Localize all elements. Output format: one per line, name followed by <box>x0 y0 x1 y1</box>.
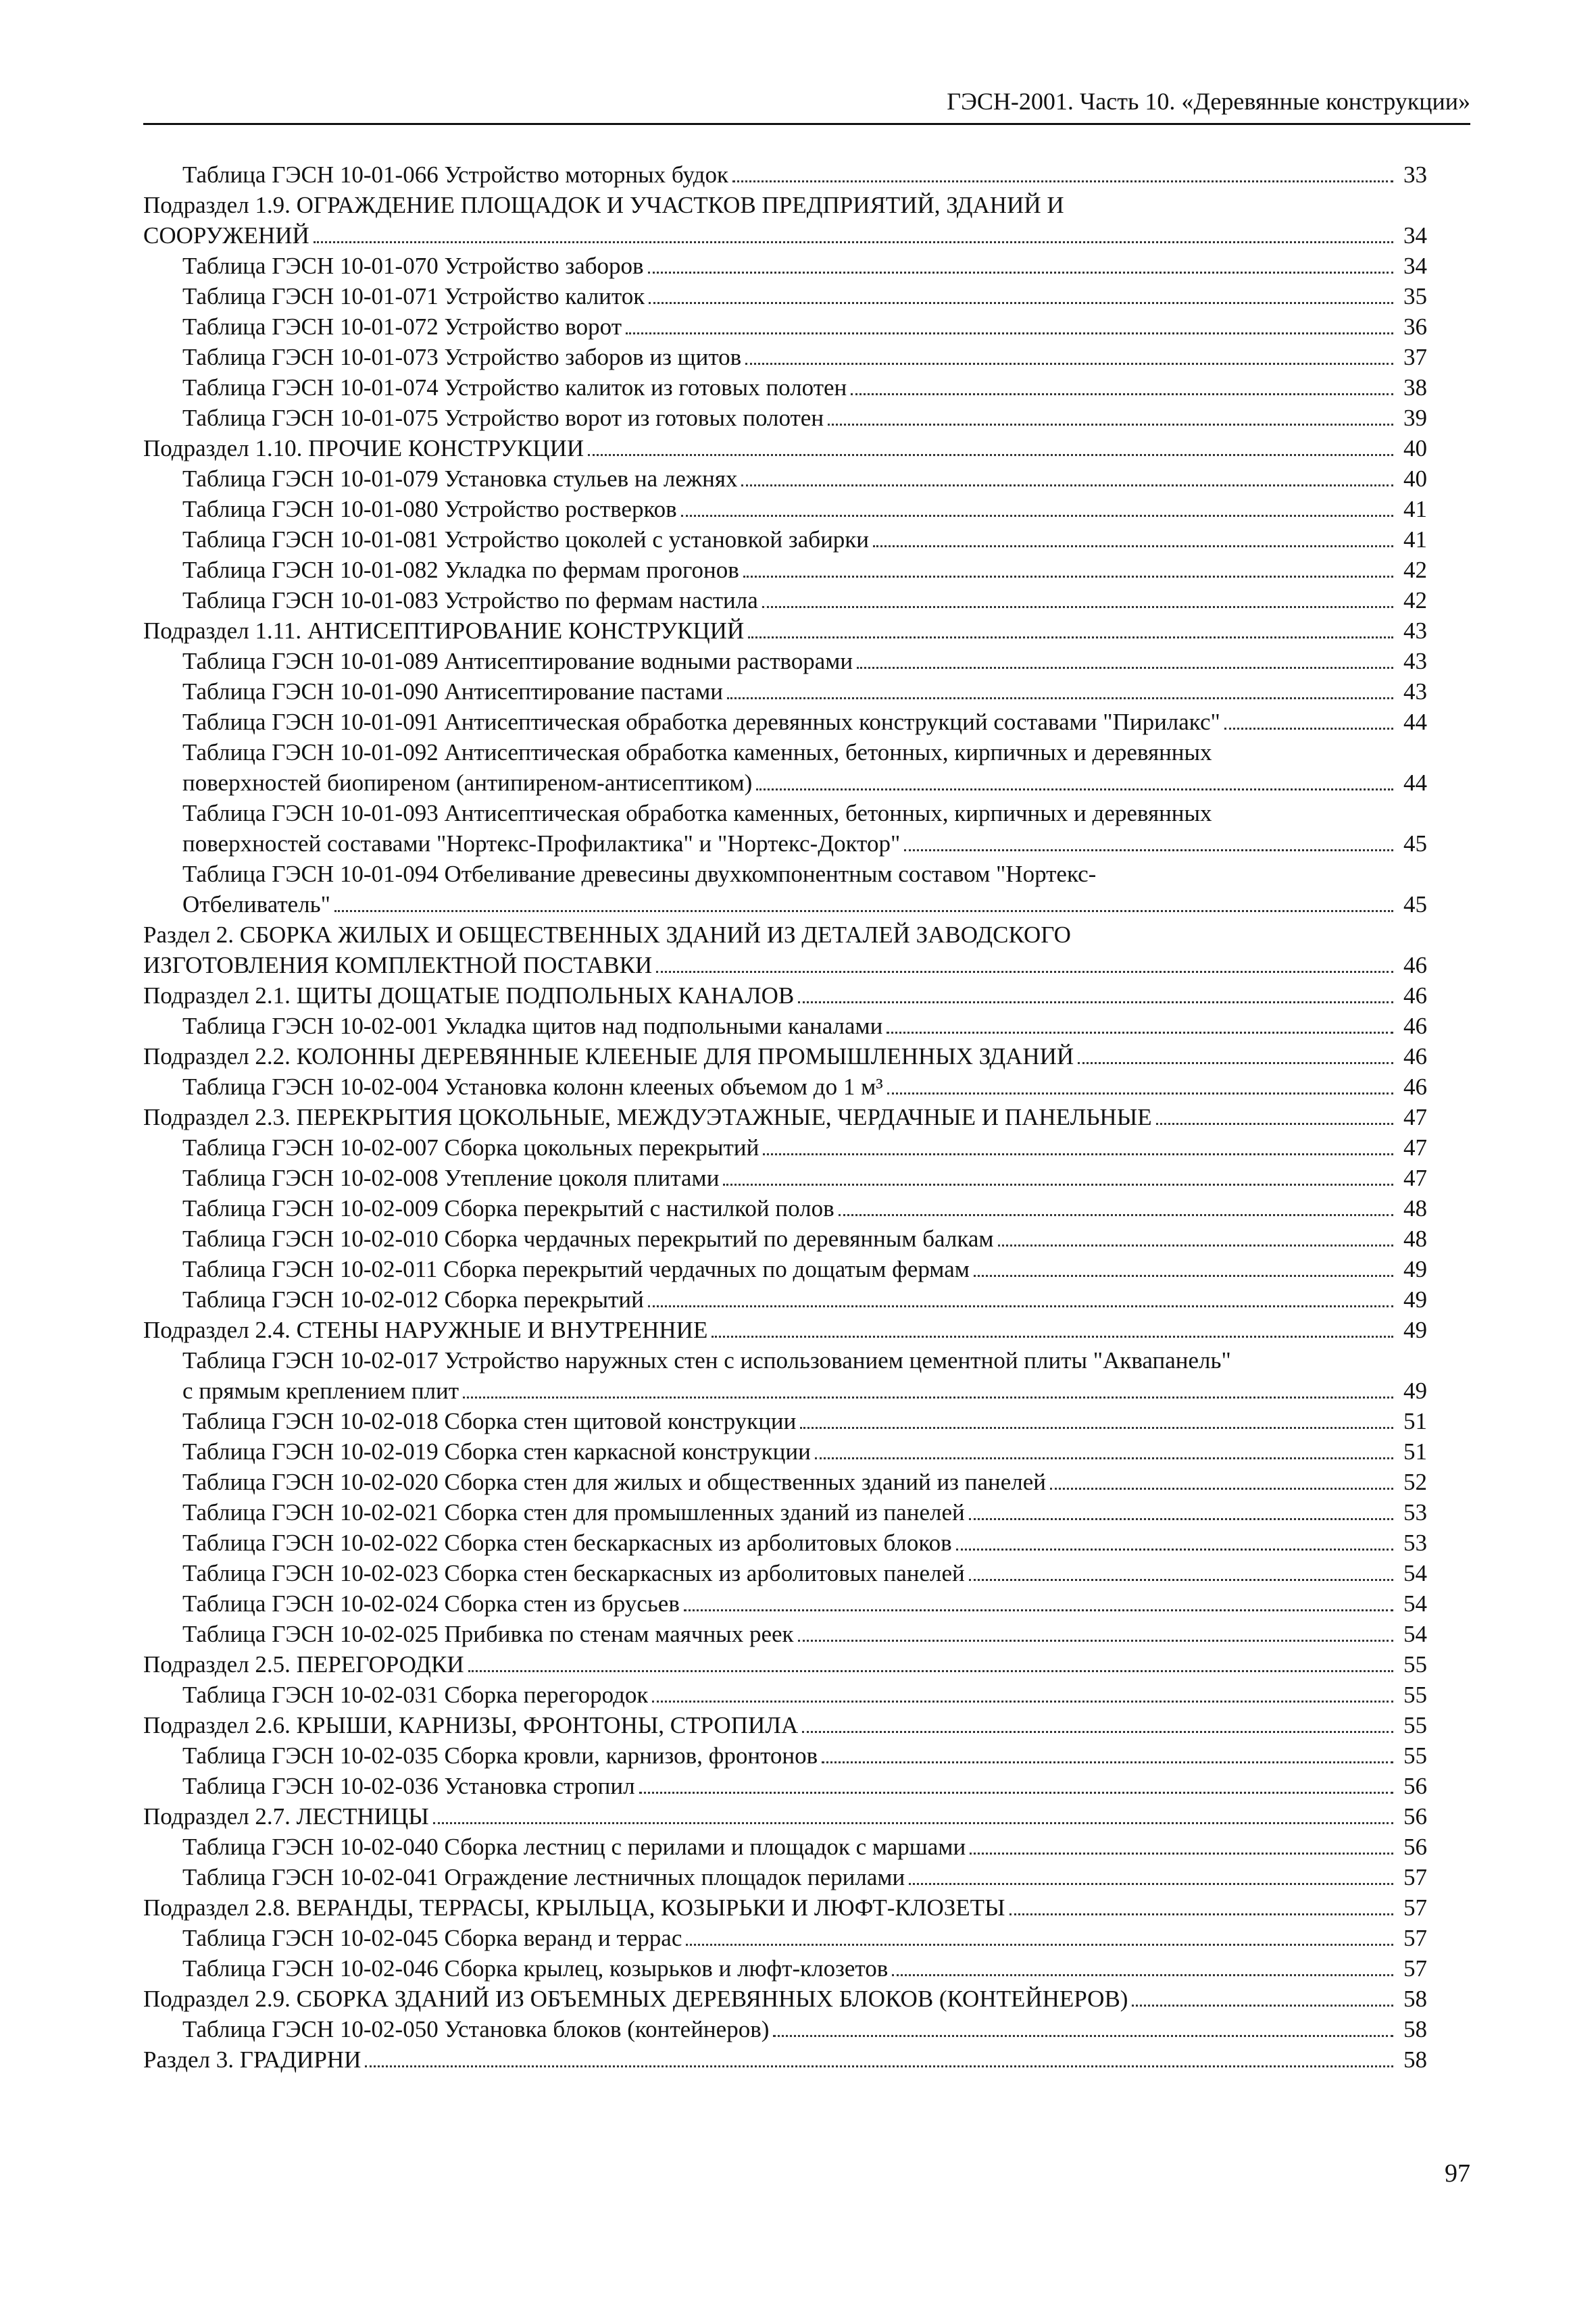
toc-page-number: 57 <box>1403 1864 1427 1890</box>
toc-table-entry[interactable] <box>143 494 1427 524</box>
toc-page-number: 38 <box>1403 374 1427 401</box>
toc-entry-line <box>143 1132 1427 1163</box>
toc-table-entry[interactable] <box>143 2014 1427 2044</box>
toc-entry-text: Таблица ГЭСН 10-02-046 Сборка крылец, козырьков и люфт-клозетов <box>182 1955 889 1982</box>
toc-section-entry[interactable] <box>143 615 1427 646</box>
toc-entry-text: Таблица ГЭСН 10-02-040 Сборка лестниц с перилами и площадок с маршами <box>182 1834 966 1860</box>
toc-entry-line <box>143 585 1427 615</box>
dot-leader <box>648 271 1393 274</box>
toc-page-number: 43 <box>1403 618 1427 644</box>
toc-entry-text: поверхностей составами "Нортекс-Профилактика" и "Нортекс-Доктор" <box>182 830 901 857</box>
toc-table-entry[interactable] <box>143 1771 1427 1801</box>
toc-table-entry[interactable] <box>143 646 1427 676</box>
toc-page-number: 51 <box>1403 1438 1427 1465</box>
toc-entry-line <box>143 2044 1427 2075</box>
toc-page-number: 57 <box>1403 1925 1427 1951</box>
toc-table-entry[interactable] <box>143 1072 1427 1102</box>
toc-section-entry[interactable] <box>143 1710 1427 1740</box>
toc-entry-line <box>143 1254 1427 1284</box>
dot-leader <box>828 423 1393 426</box>
toc-section-entry[interactable] <box>143 920 1427 980</box>
toc-table-entry[interactable] <box>143 1284 1427 1315</box>
toc-entry-text: Таблица ГЭСН 10-01-092 Антисептическая обработка каменных, бетонных, кирпичных и деревянных <box>182 739 1212 765</box>
dot-leader <box>723 1183 1393 1186</box>
dot-leader <box>773 2034 1393 2037</box>
toc-entry-line <box>143 342 1427 372</box>
toc-entry-text: Раздел 3. ГРАДИРНИ <box>143 2046 361 2073</box>
toc-page-number: 34 <box>1403 222 1427 249</box>
toc-table-entry[interactable] <box>143 463 1427 494</box>
dot-leader <box>1224 727 1393 730</box>
dot-leader <box>743 575 1393 578</box>
toc-page-number: 53 <box>1403 1530 1427 1556</box>
toc-table-entry[interactable] <box>143 1680 1427 1710</box>
toc-entry-line <box>143 1436 1427 1467</box>
toc-entry-line <box>143 828 1427 859</box>
toc-section-entry[interactable] <box>143 980 1427 1011</box>
dot-leader <box>1009 1913 1393 1915</box>
toc-page-number: 42 <box>1403 557 1427 583</box>
dot-leader <box>1132 2004 1393 2007</box>
dot-leader <box>857 666 1393 669</box>
toc-table-entry[interactable] <box>143 1193 1427 1224</box>
dot-leader <box>463 1396 1393 1399</box>
toc-entry-line <box>143 281 1427 311</box>
toc-entry-text: Таблица ГЭСН 10-02-019 Сборка стен каркасной конструкции <box>182 1438 811 1465</box>
toc-entry-text: Таблица ГЭСН 10-01-094 Отбеливание древесины двухкомпонентным составом "Нортекс- <box>182 861 1097 887</box>
dot-leader <box>648 1305 1393 1307</box>
toc-page-number: 43 <box>1403 678 1427 705</box>
toc-page-number: 49 <box>1403 1317 1427 1343</box>
toc-page-number: 43 <box>1403 648 1427 674</box>
toc-entry-line <box>143 980 1427 1011</box>
toc-entry-line <box>143 403 1427 433</box>
toc-table-entry[interactable] <box>143 1588 1427 1619</box>
toc-entry-text: Таблица ГЭСН 10-02-045 Сборка веранд и террас <box>182 1925 682 1951</box>
toc-entry-text: Таблица ГЭСН 10-02-023 Сборка стен бескаркасных из арболитовых панелей <box>182 1560 965 1586</box>
toc-page-number: 48 <box>1403 1226 1427 1252</box>
dot-leader <box>969 1517 1393 1520</box>
toc-entry-text: Таблица ГЭСН 10-01-073 Устройство заборов из щитов <box>182 344 742 370</box>
toc-entry-text: Таблица ГЭСН 10-02-036 Установка стропил <box>182 1773 635 1799</box>
toc-entry-text: Таблица ГЭСН 10-02-050 Установка блоков (контейнеров) <box>182 2016 770 2042</box>
dot-leader <box>802 1730 1393 1733</box>
toc-entry-text: Подраздел 2.8. ВЕРАНДЫ, ТЕРРАСЫ, КРЫЛЬЦА, КОЗЫРЬКИ И ЛЮФТ-КЛОЗЕТЫ <box>143 1894 1005 1921</box>
dot-leader <box>649 301 1393 304</box>
toc-entry-line <box>143 1862 1427 1892</box>
dot-leader <box>798 1639 1393 1642</box>
toc-entry-line <box>143 1771 1427 1801</box>
toc-entry-text: Таблица ГЭСН 10-01-090 Антисептирование пастами <box>182 678 724 705</box>
toc-entry-line <box>143 220 1427 251</box>
toc-page-number: 56 <box>1403 1773 1427 1799</box>
toc-entry-text: Подраздел 1.11. АНТИСЕПТИРОВАНИЕ КОНСТРУКЦИЙ <box>143 618 745 644</box>
dot-leader <box>887 1092 1393 1095</box>
toc-table-entry[interactable] <box>143 1163 1427 1193</box>
toc-entry-text: Подраздел 2.7. ЛЕСТНИЦЫ <box>143 1803 429 1830</box>
toc-entry-line <box>143 1072 1427 1102</box>
toc-entry-text: Таблица ГЭСН 10-02-020 Сборка стен для жилых и общественных зданий из панелей <box>182 1469 1047 1495</box>
toc-entry-text: Подраздел 2.2. КОЛОННЫ ДЕРЕВЯННЫЕ КЛЕЕНЫЕ ДЛЯ ПРОМЫШЛЕННЫХ ЗДАНИЙ <box>143 1043 1074 1070</box>
dot-leader <box>652 1700 1393 1703</box>
toc-entry-text: Подраздел 2.6. КРЫШИ, КАРНИЗЫ, ФРОНТОНЫ, СТРОПИЛА <box>143 1712 799 1738</box>
toc-table-entry[interactable] <box>143 1436 1427 1467</box>
toc-section-entry[interactable] <box>143 1649 1427 1680</box>
dot-leader <box>798 1001 1393 1003</box>
toc-entry-text: Таблица ГЭСН 10-02-025 Прибивка по стенам маячных реек <box>182 1621 794 1647</box>
dot-leader <box>970 1852 1393 1855</box>
toc-page-number: 55 <box>1403 1742 1427 1769</box>
toc-section-entry[interactable] <box>143 1102 1427 1132</box>
toc-page-number: 45 <box>1403 891 1427 917</box>
toc-section-entry[interactable] <box>143 1801 1427 1832</box>
toc-table-entry[interactable] <box>143 1011 1427 1041</box>
toc-entry-line <box>143 433 1427 463</box>
toc-entry-line <box>143 768 1427 798</box>
toc-entry-line <box>143 1710 1427 1740</box>
dot-leader <box>762 605 1393 608</box>
toc-entry-text: СООРУЖЕНИЙ <box>143 222 309 249</box>
running-header: ГЭСН-2001. Часть 10. «Деревянные конструкции» <box>947 88 1470 115</box>
toc-entry-line <box>143 1558 1427 1588</box>
dot-leader <box>745 362 1393 365</box>
toc-entry-line <box>143 1892 1427 1923</box>
toc-table-entry[interactable] <box>143 798 1427 859</box>
dot-leader <box>851 393 1393 395</box>
toc-entry-text: Таблица ГЭСН 10-02-041 Ограждение лестничных площадок перилами <box>182 1864 905 1890</box>
toc-entry-text: Подраздел 2.3. ПЕРЕКРЫТИЯ ЦОКОЛЬНЫЕ, МЕЖДУЭТАЖНЫЕ, ЧЕРДАЧНЫЕ И ПАНЕЛЬНЫЕ <box>143 1104 1152 1130</box>
toc-entry-text: Подраздел 2.4. СТЕНЫ НАРУЖНЫЕ И ВНУТРЕННИЕ <box>143 1317 708 1343</box>
toc-table-entry[interactable] <box>143 1528 1427 1558</box>
dot-leader <box>974 1274 1393 1277</box>
toc-entry-text: Таблица ГЭСН 10-02-031 Сборка перегородок <box>182 1682 649 1708</box>
dot-leader <box>639 1791 1393 1794</box>
toc-entry-line <box>143 1680 1427 1710</box>
toc-table-entry[interactable] <box>143 342 1427 372</box>
toc-table-entry[interactable] <box>143 859 1427 920</box>
toc-entry-line <box>143 555 1427 585</box>
toc-entry-line <box>143 524 1427 555</box>
toc-page-number: 46 <box>1403 952 1427 978</box>
toc-page-number: 53 <box>1403 1499 1427 1526</box>
dot-leader <box>727 697 1393 699</box>
toc-table-entry[interactable] <box>143 1923 1427 1953</box>
toc-entry-line <box>143 463 1427 494</box>
toc-page-number: 44 <box>1403 770 1427 796</box>
toc-entry-line <box>143 2014 1427 2044</box>
toc-page-number: 41 <box>1403 526 1427 553</box>
toc-table-entry[interactable] <box>143 1862 1427 1892</box>
toc-entry-text: Подраздел 1.10. ПРОЧИЕ КОНСТРУКЦИИ <box>143 435 584 461</box>
toc-entry-text: Таблица ГЭСН 10-02-012 Сборка перекрытий <box>182 1286 644 1313</box>
toc-table-entry[interactable] <box>143 1224 1427 1254</box>
toc-page-number: 58 <box>1403 1986 1427 2012</box>
dot-leader <box>822 1761 1393 1763</box>
toc-page-number: 57 <box>1403 1894 1427 1921</box>
toc-entry-line <box>143 1467 1427 1497</box>
toc-table-entry[interactable] <box>143 372 1427 403</box>
toc-entry-text: Таблица ГЭСН 10-01-071 Устройство калиток <box>182 283 645 309</box>
toc-entry-line <box>143 950 1427 980</box>
toc-entry-text: Подраздел 2.1. ЩИТЫ ДОЩАТЫЕ ПОДПОЛЬНЫХ КАНАЛОВ <box>143 982 795 1009</box>
dot-leader <box>433 1821 1393 1824</box>
toc-page-number: 49 <box>1403 1256 1427 1282</box>
dot-leader <box>873 545 1393 547</box>
toc-page-number: 39 <box>1403 405 1427 431</box>
toc-entry-text: Таблица ГЭСН 10-02-022 Сборка стен бескаркасных из арболитовых блоков <box>182 1530 952 1556</box>
toc-entry-text: поверхностей биопиреном (антипиреном-антисептиком) <box>182 770 753 796</box>
toc-entry-text: Таблица ГЭСН 10-01-074 Устройство калиток из готовых полотен <box>182 374 847 401</box>
toc-entry-text: Подраздел 1.9. ОГРАЖДЕНИЕ ПЛОЩАДОК И УЧАСТКОВ ПРЕДПРИЯТИЙ, ЗДАНИЙ И <box>143 192 1064 218</box>
toc-entry-line <box>143 494 1427 524</box>
toc-entry-text: Таблица ГЭСН 10-01-072 Устройство ворот <box>182 313 622 340</box>
toc-entry-line <box>143 251 1427 281</box>
toc-page-number: 40 <box>1403 435 1427 461</box>
toc-entry-line <box>143 889 1427 920</box>
toc-entry-text: Подраздел 2.9. СБОРКА ЗДАНИЙ ИЗ ОБЪЕМНЫХ ДЕРЕВЯННЫХ БЛОКОВ (КОНТЕЙНЕРОВ) <box>143 1986 1128 2012</box>
dot-leader <box>626 332 1393 334</box>
toc-entry-text: Таблица ГЭСН 10-01-080 Устройство ростверков <box>182 496 677 522</box>
dot-leader <box>588 453 1393 456</box>
dot-leader <box>756 788 1393 790</box>
toc-page-number: 41 <box>1403 496 1427 522</box>
dot-leader <box>684 1609 1393 1611</box>
toc-table-entry[interactable] <box>143 1619 1427 1649</box>
toc-entry-text: Таблица ГЭСН 10-01-082 Укладка по фермам прогонов <box>182 557 739 583</box>
toc-table-entry[interactable] <box>143 1254 1427 1284</box>
toc-table-entry[interactable] <box>143 585 1427 615</box>
toc-page-number: 57 <box>1403 1955 1427 1982</box>
toc-entry-text: Таблица ГЭСН 10-02-008 Утепление цоколя плитами <box>182 1165 720 1191</box>
dot-leader <box>741 484 1393 486</box>
toc-page-number: 44 <box>1403 709 1427 735</box>
dot-leader <box>839 1213 1393 1216</box>
toc-page-number: 34 <box>1403 253 1427 279</box>
toc-entry-line <box>143 1832 1427 1862</box>
dot-leader <box>998 1244 1393 1247</box>
toc-section-entry[interactable] <box>143 1041 1427 1072</box>
dot-leader <box>969 1578 1393 1581</box>
dot-leader <box>1078 1061 1393 1064</box>
dot-leader <box>815 1457 1393 1459</box>
toc-section-entry[interactable] <box>143 2044 1427 2075</box>
toc-entry-line <box>143 1953 1427 1984</box>
dot-leader <box>681 514 1393 517</box>
dot-leader <box>314 241 1393 243</box>
toc-entry-line <box>143 1163 1427 1193</box>
toc-entry-text: Раздел 2. СБОРКА ЖИЛЫХ И ОБЩЕСТВЕННЫХ ЗДАНИЙ ИЗ ДЕТАЛЕЙ ЗАВОДСКОГО <box>143 922 1071 948</box>
toc-page-number: 56 <box>1403 1803 1427 1830</box>
toc-entry-line <box>143 676 1427 707</box>
dot-leader <box>763 1153 1393 1155</box>
toc-section-entry[interactable] <box>143 1984 1427 2014</box>
toc-section-entry[interactable] <box>143 190 1427 251</box>
toc-entry-text: Таблица ГЭСН 10-02-021 Сборка стен для промышленных зданий из панелей <box>182 1499 965 1526</box>
toc-table-entry[interactable] <box>143 281 1427 311</box>
toc-page-number: 37 <box>1403 344 1427 370</box>
toc-entry-text: Таблица ГЭСН 10-01-079 Установка стульев на лежнях <box>182 466 738 492</box>
toc-table-entry[interactable] <box>143 311 1427 342</box>
toc-table-entry[interactable] <box>143 1558 1427 1588</box>
toc-entry-line <box>143 707 1427 737</box>
toc-table-entry[interactable] <box>143 737 1427 798</box>
toc-page-number: 55 <box>1403 1682 1427 1708</box>
toc-table-entry[interactable] <box>143 555 1427 585</box>
toc-page-number: 33 <box>1403 161 1427 188</box>
toc-entry-line <box>143 1315 1427 1345</box>
toc-page-number: 46 <box>1403 982 1427 1009</box>
toc-entry-text: Таблица ГЭСН 10-01-075 Устройство ворот из готовых полотен <box>182 405 824 431</box>
toc-entry-line <box>143 1284 1427 1315</box>
toc-entry-line <box>143 615 1427 646</box>
toc-page-number: 46 <box>1403 1074 1427 1100</box>
toc-page-number: 55 <box>1403 1651 1427 1678</box>
toc-page-number: 54 <box>1403 1621 1427 1647</box>
toc-entry-line <box>143 1588 1427 1619</box>
toc-table-entry[interactable] <box>143 707 1427 737</box>
toc-entry-text: Таблица ГЭСН 10-01-089 Антисептирование водными растворами <box>182 648 853 674</box>
toc-page-number: 52 <box>1403 1469 1427 1495</box>
toc-table-entry[interactable] <box>143 1406 1427 1436</box>
toc-entry-line <box>143 1923 1427 1953</box>
toc-page-number: 47 <box>1403 1165 1427 1191</box>
toc-table-entry[interactable] <box>143 251 1427 281</box>
toc-entry-line <box>143 1619 1427 1649</box>
toc-page-number: 55 <box>1403 1712 1427 1738</box>
toc-entry-line <box>143 1376 1427 1406</box>
toc-entry-text: Таблица ГЭСН 10-01-083 Устройство по фермам настила <box>182 587 758 613</box>
toc-entry-text: Таблица ГЭСН 10-02-007 Сборка цокольных перекрытий <box>182 1134 759 1161</box>
toc-section-entry[interactable] <box>143 1315 1427 1345</box>
dot-leader <box>909 1882 1393 1885</box>
toc-entry-line <box>143 1224 1427 1254</box>
toc-entry-line <box>143 1193 1427 1224</box>
toc-page-number: 58 <box>1403 2046 1427 2073</box>
dot-leader <box>468 1669 1393 1672</box>
toc-page-number: 54 <box>1403 1560 1427 1586</box>
toc-entry-text: Таблица ГЭСН 10-02-011 Сборка перекрытий чердачных по дощатым фермам <box>182 1256 970 1282</box>
toc-page-number: 47 <box>1403 1134 1427 1161</box>
toc-page-number: 48 <box>1403 1195 1427 1222</box>
toc-page-number: 35 <box>1403 283 1427 309</box>
toc-page-number: 40 <box>1403 466 1427 492</box>
toc-entry-line <box>143 1406 1427 1436</box>
toc-table-entry[interactable] <box>143 1953 1427 1984</box>
toc-entry-line <box>143 1801 1427 1832</box>
toc-entry-text: Таблица ГЭСН 10-02-017 Устройство наружных стен с использованием цементной плиты "Аквапанель" <box>182 1347 1231 1374</box>
toc-section-entry[interactable] <box>143 1892 1427 1923</box>
toc-entry-text: Отбеливатель" <box>182 891 330 917</box>
toc-entry-line <box>143 1649 1427 1680</box>
toc-page-number: 46 <box>1403 1043 1427 1070</box>
toc-entry-text: Таблица ГЭСН 10-02-009 Сборка перекрытий с настилкой полов <box>182 1195 834 1222</box>
toc-page-number: 51 <box>1403 1408 1427 1434</box>
toc-entry-text: Таблица ГЭСН 10-01-093 Антисептическая обработка каменных, бетонных, кирпичных и деревянных <box>182 800 1212 826</box>
dot-leader <box>904 849 1393 851</box>
toc-entry-line <box>143 646 1427 676</box>
dot-leader <box>334 909 1393 912</box>
toc-table-entry[interactable] <box>143 1740 1427 1771</box>
toc-page-number: 56 <box>1403 1834 1427 1860</box>
toc-entry-line <box>143 1102 1427 1132</box>
dot-leader <box>800 1426 1393 1429</box>
toc-entry-text: Таблица ГЭСН 10-01-081 Устройство цоколей с установкой забирки <box>182 526 870 553</box>
dot-leader <box>956 1548 1393 1551</box>
toc-table-entry[interactable] <box>143 403 1427 433</box>
toc-entry-line <box>143 1497 1427 1528</box>
dot-leader <box>1050 1487 1393 1490</box>
toc-entry-text: Подраздел 2.5. ПЕРЕГОРОДКИ <box>143 1651 464 1678</box>
toc-entry-text: Таблица ГЭСН 10-02-010 Сборка чердачных перекрытий по деревянным балкам <box>182 1226 994 1252</box>
toc-page-number: 49 <box>1403 1286 1427 1313</box>
page-number: 97 <box>1445 2159 1470 2188</box>
toc-table-entry[interactable] <box>143 1132 1427 1163</box>
header-rule <box>143 123 1470 125</box>
dot-leader <box>686 1943 1393 1946</box>
toc-section-entry[interactable] <box>143 433 1427 463</box>
toc-entry-text: с прямым креплением плит <box>182 1378 459 1404</box>
toc-table-entry[interactable] <box>143 676 1427 707</box>
toc-entry-text: Таблица ГЭСН 10-02-024 Сборка стен из брусьев <box>182 1590 680 1617</box>
dot-leader <box>365 2065 1393 2067</box>
toc-entry-line <box>143 1041 1427 1072</box>
toc-entry-text: Таблица ГЭСН 10-01-070 Устройство заборов <box>182 253 644 279</box>
dot-leader <box>732 180 1393 182</box>
toc-table-entry[interactable] <box>143 1832 1427 1862</box>
dot-leader <box>887 1031 1393 1034</box>
toc-page-number: 45 <box>1403 830 1427 857</box>
toc-entry-text: Таблица ГЭСН 10-02-001 Укладка щитов над подпольными каналами <box>182 1013 883 1039</box>
toc-page-number: 58 <box>1403 2016 1427 2042</box>
toc-page-number: 36 <box>1403 313 1427 340</box>
toc-entry-line <box>143 372 1427 403</box>
toc-table-entry[interactable] <box>143 1467 1427 1497</box>
toc-entry-line <box>143 1528 1427 1558</box>
toc-entry-text: Таблица ГЭСН 10-02-018 Сборка стен щитовой конструкции <box>182 1408 797 1434</box>
toc-page-number: 46 <box>1403 1013 1427 1039</box>
toc-table-entry[interactable] <box>143 524 1427 555</box>
dot-leader <box>1156 1122 1393 1125</box>
toc-entry-text: ИЗГОТОВЛЕНИЯ КОМПЛЕКТНОЙ ПОСТАВКИ <box>143 952 653 978</box>
toc-entry-line <box>143 1740 1427 1771</box>
toc-entry-text: Таблица ГЭСН 10-02-004 Установка колонн клееных объемом до 1 м³ <box>182 1074 883 1100</box>
toc-page-number: 42 <box>1403 587 1427 613</box>
toc-entry-text: Таблица ГЭСН 10-02-035 Сборка кровли, карнизов, фронтонов <box>182 1742 818 1769</box>
dot-leader <box>656 970 1393 973</box>
toc-entry-line <box>143 311 1427 342</box>
toc-entry-line <box>143 1984 1427 2014</box>
toc-entry-line <box>143 1011 1427 1041</box>
dot-leader <box>892 1973 1393 1976</box>
toc-table-entry[interactable] <box>143 1345 1427 1406</box>
toc-page-number: 49 <box>1403 1378 1427 1404</box>
toc-table-entry[interactable] <box>143 159 1427 190</box>
dot-leader <box>748 636 1393 638</box>
toc-page-number: 54 <box>1403 1590 1427 1617</box>
toc-entry-text: Таблица ГЭСН 10-01-066 Устройство моторных будок <box>182 161 728 188</box>
table-of-contents <box>143 159 1427 2075</box>
toc-entry-line <box>143 159 1427 190</box>
toc-entry-text: Таблица ГЭСН 10-01-091 Антисептическая обработка деревянных конструкций составами "Пирилакс" <box>182 709 1220 735</box>
toc-table-entry[interactable] <box>143 1497 1427 1528</box>
toc-page-number: 47 <box>1403 1104 1427 1130</box>
dot-leader <box>712 1335 1393 1338</box>
